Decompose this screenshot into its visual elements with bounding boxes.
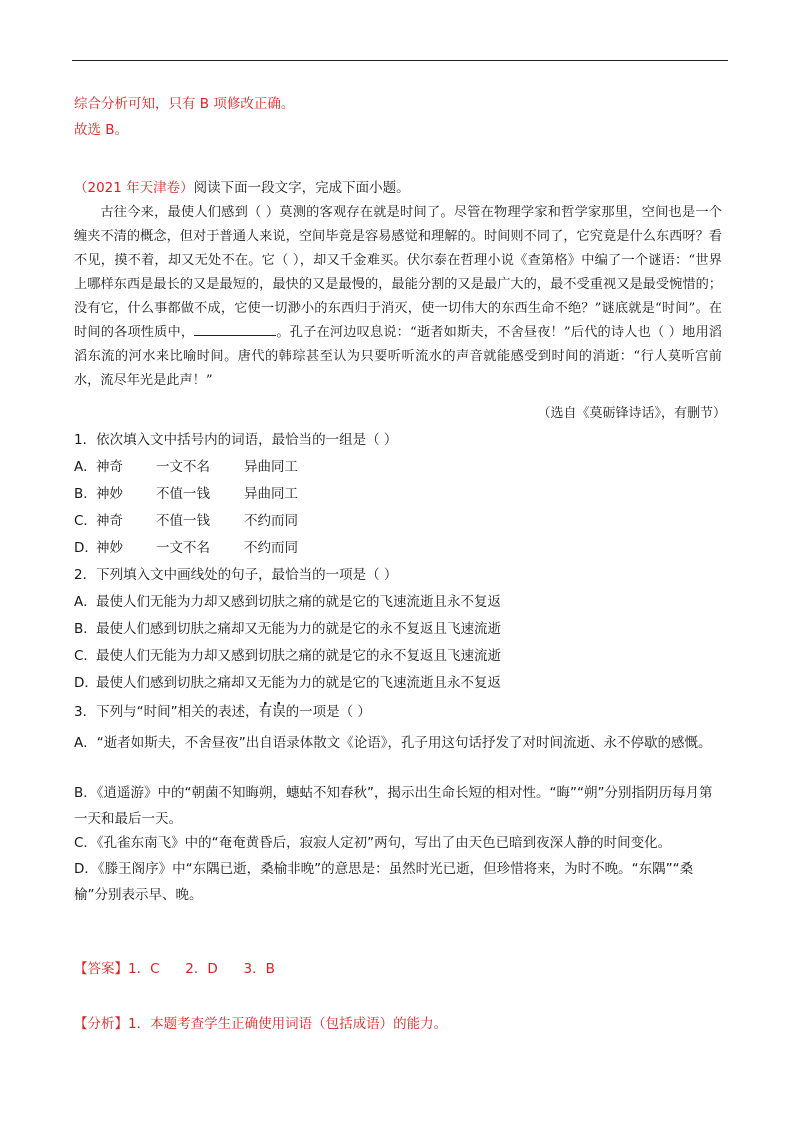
q1-option-d: D．神妙 一文不名 不约而同 (74, 540, 298, 556)
q1-option-c: C．神奇 不值一钱 不约而同 (74, 513, 298, 529)
question-header (74, 178, 410, 198)
q2-option-a: A．最使人们无能为力却又感到切肤之痛的就是它的飞速流逝且永不复返 (74, 594, 501, 610)
q3-option-d: D．《滕王阁序》中“东隅已逝，桑榆非晚”的意思是：虽然时光已逝，但珍惜将来，为时不晚。“东隅”“桑榆”分别表示早、晚。 (74, 861, 694, 903)
q1-stem: 1．依次填入文中括号内的词语，最恰当的一组是（ ） (74, 432, 398, 448)
q3-option-a: A．“逝者如斯夫，不舍昼夜”出自语录体散文《论语》，孔子用这句话抒发了对时间流逝、永不停歇的感慨。 (74, 735, 712, 751)
underline-blank (194, 321, 276, 336)
emphasis-dot-char: 误 (272, 704, 286, 720)
reading-passage (74, 201, 722, 393)
answer-tag: 【答案】 (74, 961, 128, 977)
header-rule (72, 60, 728, 61)
passage-source: （选自《莫砺锋诗话》，有删节） (537, 406, 726, 421)
q1-option-b: B．神妙 不值一钱 异曲同工 (74, 486, 298, 502)
q2-option-c: C．最使人们无能为力却又感到切肤之痛的就是它的永不复返且飞速流逝 (74, 648, 501, 664)
question-instruction: 阅读下面一段文字，完成下面小题。 (193, 180, 410, 196)
answer-line (74, 959, 275, 979)
intro-line-2: 故选 B。 (74, 122, 129, 138)
q2-stem: 2．下列填入文中画线处的句子，最恰当的一项是（ ） (74, 567, 398, 583)
q3-stem: 3．下列与“时间”相关的表述，有误的一项是（ ） (74, 704, 371, 720)
analysis-text: 1．本题考查学生正确使用词语（包括成语）的能力。 (128, 1016, 448, 1032)
q2-option-d: D．最使人们感到切肤之痛却又无能为力的就是它的飞速流逝且永不复返 (74, 675, 501, 691)
passage-text-continued: 。孔子在河边叹息说：“逝者如斯夫，不舍昼夜！”后代的诗人也（ ）地用滔滔东流的河水来比喻时间。唐代的韩琮甚至认为只要听听流水的声音就能感受到时间的消逝：“行人莫听宫前水，流尽年光是此声！” (74, 325, 722, 388)
q3-option-b: B．《逍遥游》中的“朝菌不知晦朔，蟪蛄不知春秋”，揭示出生命长短的相对性。“晦”“朔”分别指阴历每月第一天和最后一天。 (74, 785, 713, 827)
answer-text: 1．C 2．D 3．B (128, 961, 275, 977)
question-source-tag: （2021 年天津卷） (74, 180, 194, 196)
passage-text: 古往今来，最使人们感到（ ）莫测的客观存在就是时间了。尽管在物理学家和哲学家那里，空间也是一个缠夹不清的概念，但对于普通人来说，空间毕竟是容易感觉和理解的。时间则不同了，它究竟是什么东西呀？看不见，摸不着，却又无处不在。它（ ），却又千金难买。伏尔泰在哲理小说《查第格》中编了一个谜语：“世界上哪样东西是最长的又是最短的，最快的又是最慢的，最能分割的又是最广大的，最不受重视又是最受惋惜的；没有它，什么事都做不成，它使一切渺小的东西归于消灭，使一切伟大的东西生命不绝？”谜底就是“时间”。在时间的各项性质中， (74, 205, 722, 340)
analysis-tag: 【分析】 (74, 1016, 128, 1032)
analysis-line (74, 1014, 447, 1034)
emphasis-dot-char: 有 (258, 704, 273, 720)
q3-option-c: C．《孔雀东南飞》中的“奄奄黄昏后，寂寂人定初”两句，写出了由天色已暗到夜深人静的时间变化。 (74, 835, 672, 851)
q2-option-b: B．最使人们感到切肤之痛却又无能为力的就是它的永不复返且飞速流逝 (74, 621, 501, 637)
intro-line-1: 综合分析可知，只有 B 项修改正确。 (74, 96, 295, 112)
q1-option-a: A．神奇 一文不名 异曲同工 (74, 459, 298, 475)
